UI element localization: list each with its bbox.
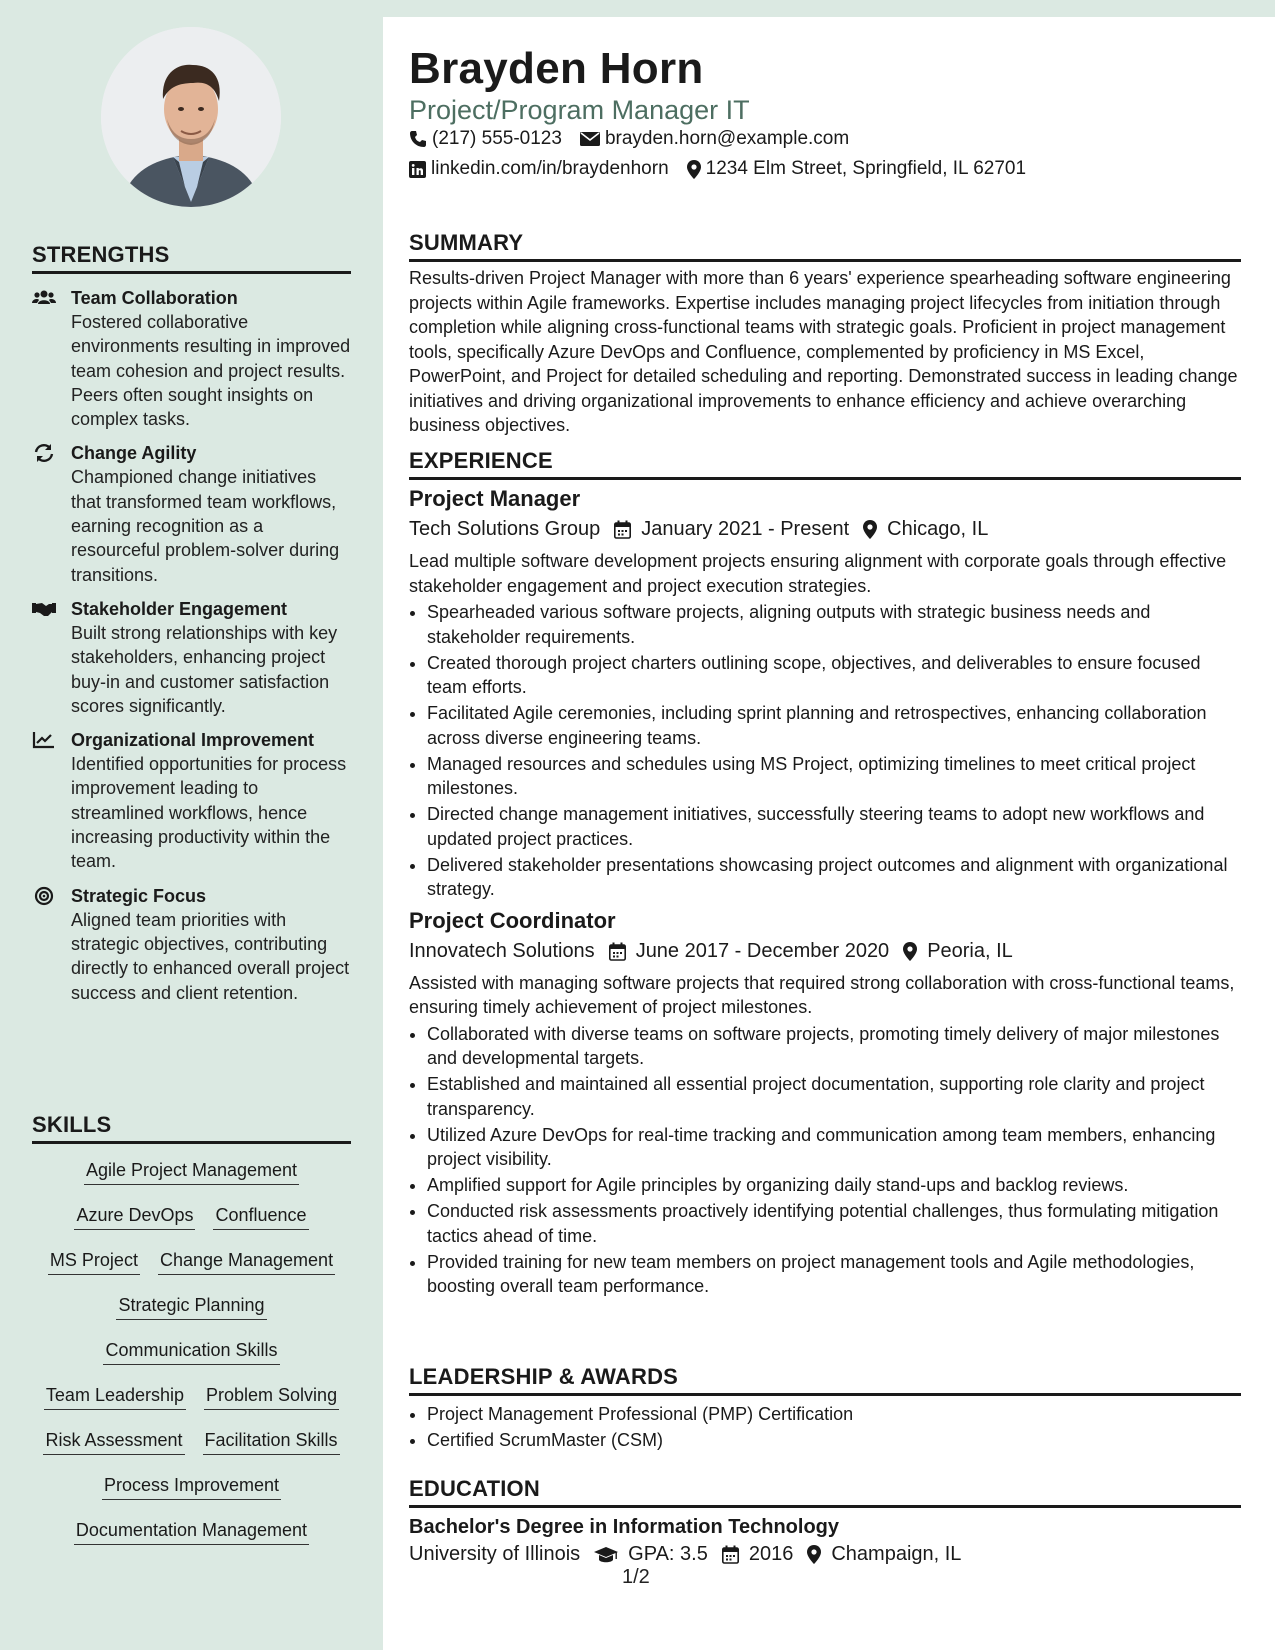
sidebar xyxy=(0,0,382,1650)
skill-tag: Documentation Management xyxy=(74,1518,309,1545)
job-bullet: • Utilized Azure DevOps for real-time tracking and communication among team members, enhancing project visibility. xyxy=(427,1123,1241,1172)
job-meta xyxy=(409,518,1241,541)
job-intro: Lead multiple software development projects ensuring alignment with corporate goals through effective stakeholder engagement and project execution strategies. xyxy=(409,551,1227,596)
summary-section xyxy=(409,230,1241,438)
skills-heading: SKILLS xyxy=(32,1112,351,1144)
skill-tag: Team Leadership xyxy=(44,1383,186,1410)
strength-item xyxy=(32,286,351,431)
main-content xyxy=(383,17,1275,1650)
award-item: • Project Management Professional (PMP) Certification xyxy=(427,1402,1241,1427)
strength-title: Change Agility xyxy=(71,443,197,464)
strengths-section xyxy=(32,242,351,1005)
job-location: Peoria, IL xyxy=(927,939,1013,962)
experience-heading: EXPERIENCE xyxy=(409,448,1241,480)
page-number: 1/2 xyxy=(622,1566,650,1588)
awards-list xyxy=(409,1402,1241,1453)
users-icon xyxy=(32,288,56,308)
handshake-icon xyxy=(32,599,56,619)
map-marker-icon xyxy=(807,1545,821,1564)
job-dates: June 2017 - December 2020 xyxy=(635,939,890,962)
school-name: University of Illinois xyxy=(409,1543,581,1565)
strength-desc: Fostered collaborative environments resulting in improved team cohesion and project results. Peers often sought insights on complex tasks. xyxy=(71,312,351,430)
skill-tag: Agile Project Management xyxy=(84,1158,299,1185)
skill-tag: Risk Assessment xyxy=(43,1428,184,1455)
company-name: Innovatech Solutions xyxy=(409,939,595,962)
job-bullets xyxy=(409,1022,1241,1299)
skill-tag: Process Improvement xyxy=(102,1473,281,1500)
strength-title: Team Collaboration xyxy=(71,288,238,308)
job-dates: January 2021 - Present xyxy=(641,518,850,540)
phone-icon xyxy=(409,130,427,148)
job-bullet: • Facilitated Agile ceremonies, including sprint planning and retrospectives, enhancing collaboration across diverse engineering teams. xyxy=(427,701,1241,750)
map-marker-icon xyxy=(687,160,701,179)
job-bullet: • Managed resources and schedules using MS Project, optimizing timelines to meet critical project milestones. xyxy=(427,752,1241,801)
chart-line-icon xyxy=(32,730,56,750)
contact-row xyxy=(409,128,849,150)
job-bullet: • Created thorough project charters outlining scope, objectives, and deliverables to ensure focused team efforts. xyxy=(427,651,1241,700)
education-heading: EDUCATION xyxy=(409,1476,1241,1508)
strengths-heading: STRENGTHS xyxy=(32,242,351,274)
strength-title: Organizational Improvement xyxy=(71,730,315,751)
candidate-role: Project/Program Manager IT xyxy=(409,95,750,125)
strength-desc: Championed change initiatives that transformed team workflows, earning recognition as a resourceful problem-solver during transitions. xyxy=(71,467,340,585)
strength-item xyxy=(32,441,351,586)
job-location: Chicago, IL xyxy=(887,518,989,540)
map-marker-icon xyxy=(863,520,877,539)
job-title: Project Manager xyxy=(409,486,581,511)
awards-heading: LEADERSHIP & AWARDS xyxy=(409,1364,1241,1396)
degree-title: Bachelor's Degree in Information Technology xyxy=(409,1516,840,1538)
job-entry xyxy=(409,486,1241,902)
profile-photo xyxy=(101,27,281,207)
skills-section xyxy=(32,1112,351,1563)
graduation-year: 2016 xyxy=(748,1543,794,1565)
skill-tag: Facilitation Skills xyxy=(203,1428,340,1455)
skill-tag: MS Project xyxy=(48,1248,140,1275)
job-title: Project Coordinator xyxy=(409,907,616,933)
linkedin-link[interactable]: linkedin.com/in/braydenhorn xyxy=(431,158,669,179)
contact-row xyxy=(409,158,1026,180)
summary-text: Results-driven Project Manager with more than 6 years' experience spearheading software engineering projects within Agile frameworks. Expertise includes managing project lifecycles from initiation through completion while aligning cross-functional teams with strategic goals. Proficient in project management tools, specifically Azure DevOps and Confluence, complemented by proficiency in MS Excel, PowerPoint, and Project for detailed scheduling and reporting. Demonstrated success in leading change initiatives and driving organizational improvements to enhance efficiency and achieve overarching business objectives. xyxy=(409,268,1238,435)
strength-desc: Built strong relationships with key stakeholders, enhancing project buy-in and customer satisfaction scores significantly. xyxy=(71,622,338,716)
job-bullet: • Amplified support for Agile principles by organizing daily stand-ups and backlog reviews. xyxy=(427,1173,1241,1198)
skill-tag: Change Management xyxy=(158,1248,335,1275)
education-section xyxy=(409,1476,1241,1566)
award-item: • Certified ScrumMaster (CSM) xyxy=(427,1428,1241,1453)
sync-icon xyxy=(32,443,56,463)
phone-number[interactable]: (217) 555-0123 xyxy=(432,128,562,149)
skill-tag: Confluence xyxy=(213,1203,308,1230)
strength-item xyxy=(32,597,351,718)
job-entry xyxy=(409,908,1241,1299)
job-intro: Assisted with managing software projects that required strong collaboration with cross-functional teams, ensuring timely achievement of project milestones. xyxy=(409,972,1235,1017)
strength-title: Stakeholder Engagement xyxy=(71,598,288,619)
school-location: Champaign, IL xyxy=(831,1543,962,1565)
job-bullet: • Collaborated with diverse teams on software projects, promoting timely delivery of major milestones and developmental targets. xyxy=(427,1022,1241,1071)
skill-tag: Problem Solving xyxy=(204,1383,339,1410)
strength-item xyxy=(32,728,351,873)
address: 1234 Elm Street, Springfield, IL 62701 xyxy=(705,158,1027,179)
target-icon xyxy=(32,886,56,906)
graduation-cap-icon xyxy=(594,1546,618,1564)
strength-desc: Aligned team priorities with strategic objectives, contributing directly to enhanced overall project success and client retention. xyxy=(71,909,350,1003)
skill-tag: Communication Skills xyxy=(103,1338,279,1365)
skill-list xyxy=(32,1158,351,1563)
awards-section xyxy=(409,1364,1241,1454)
strength-title: Strategic Focus xyxy=(71,885,207,906)
candidate-name: Brayden Horn xyxy=(409,44,704,93)
strength-item xyxy=(32,884,351,1005)
experience-section xyxy=(409,448,1241,1300)
job-bullet: • Established and maintained all essential project documentation, supporting role clarity and project transparency. xyxy=(427,1072,1241,1121)
map-marker-icon xyxy=(903,942,917,961)
job-bullet: • Provided training for new team members on project management tools and Agile methodologies, boosting overall team performance. xyxy=(427,1250,1241,1299)
job-bullet: • Delivered stakeholder presentations showcasing project outcomes and alignment with organizational strategy. xyxy=(427,853,1241,902)
strength-desc: Identified opportunities for process improvement leading to streamlined workflows, hence increasing productivity within the team. xyxy=(71,754,347,872)
job-bullet: • Spearheaded various software projects, aligning outputs with strategic business needs and stakeholder requirements. xyxy=(427,600,1241,649)
job-bullet: • Conducted risk assessments proactively identifying potential challenges, thus formulating mitigation tactics ahead of time. xyxy=(427,1199,1241,1248)
linkedin-icon xyxy=(409,161,426,178)
skill-tag: Azure DevOps xyxy=(74,1203,195,1230)
gpa: GPA: 3.5 xyxy=(628,1543,708,1565)
skill-tag: Strategic Planning xyxy=(116,1293,266,1320)
job-bullet: • Directed change management initiatives, successfully steering teams to adopt new workflows and updated project practices. xyxy=(427,802,1241,851)
job-bullets xyxy=(409,600,1241,902)
job-meta xyxy=(409,940,1241,963)
calendar-icon xyxy=(722,1545,739,1564)
envelope-icon xyxy=(580,131,600,147)
education-meta xyxy=(409,1543,1241,1566)
summary-heading: SUMMARY xyxy=(409,230,1241,262)
email-link[interactable]: brayden.horn@example.com xyxy=(604,128,850,149)
calendar-icon xyxy=(609,942,626,961)
company-name: Tech Solutions Group xyxy=(409,518,601,540)
calendar-icon xyxy=(614,520,631,539)
